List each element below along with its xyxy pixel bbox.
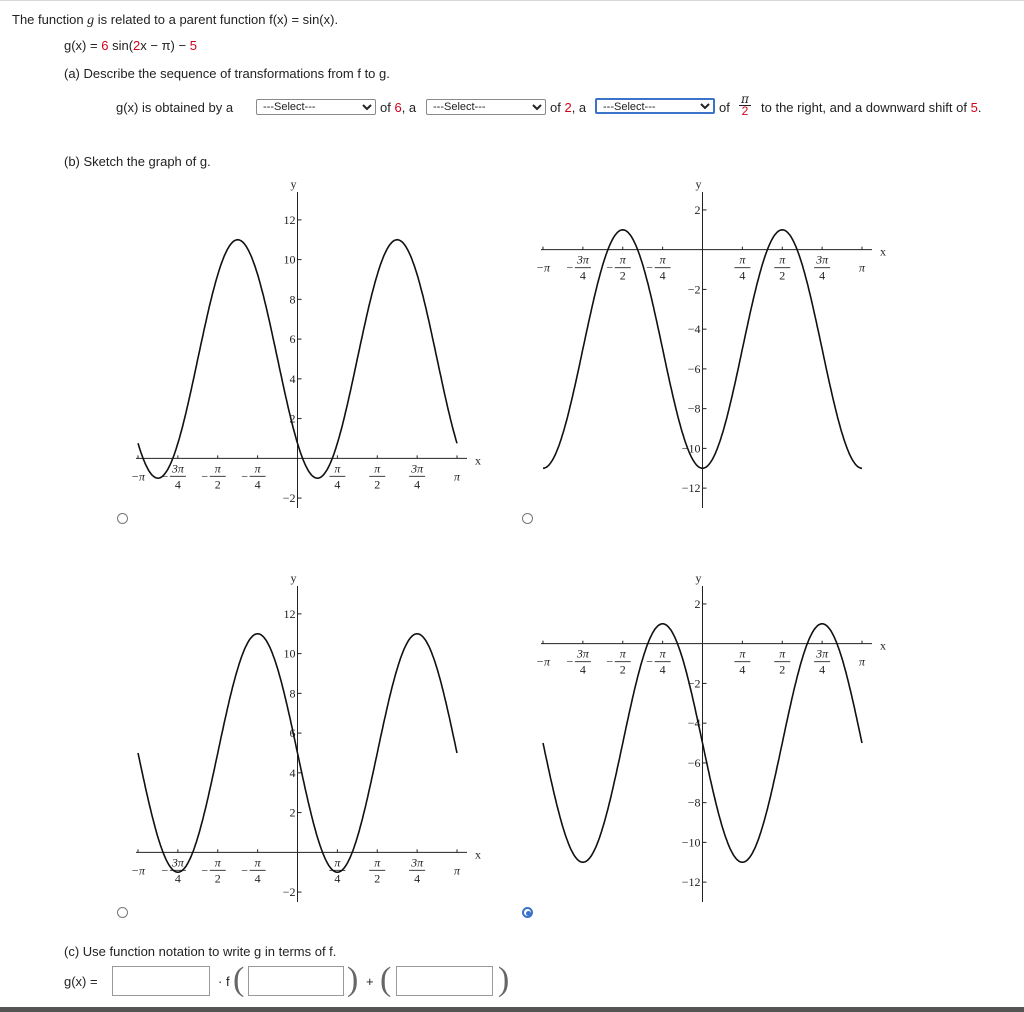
- graph-radio-3[interactable]: [117, 907, 128, 918]
- x-tick-label: π: [858, 654, 866, 669]
- x-tick-sign: −: [566, 654, 574, 669]
- x-tick-label: 3π: [411, 855, 424, 870]
- y-tick-label: 6: [289, 332, 296, 347]
- x-tick-label: 2: [374, 477, 381, 492]
- plus-sign: +: [366, 974, 374, 989]
- y-tick-label: −12: [681, 481, 701, 496]
- x-axis-label: x: [475, 453, 481, 468]
- part-b-prompt: (b) Sketch the graph of g.: [64, 154, 211, 169]
- argument-input[interactable]: [248, 966, 344, 996]
- part-a-prompt: (a) Describe the sequence of transformations from f to g.: [64, 66, 390, 81]
- y-tick-label: 4: [289, 371, 296, 386]
- x-tick-sign: −: [241, 863, 249, 878]
- y-tick-label: 2: [289, 411, 296, 426]
- x-tick-label: 4: [254, 871, 261, 886]
- x-tick-label: π: [214, 461, 221, 476]
- y-tick-label: −8: [687, 795, 701, 810]
- x-tick-sign: −: [161, 863, 169, 878]
- x-tick-label: π: [453, 469, 461, 484]
- x-tick-label: 3π: [576, 252, 589, 267]
- x-tick-label: 4: [579, 268, 586, 283]
- x-tick-label: π: [374, 461, 381, 476]
- x-tick-label: π: [619, 646, 626, 661]
- x-tick-label: 3π: [576, 646, 589, 661]
- x-tick-label: 3π: [171, 461, 184, 476]
- y-tick-label: 4: [289, 765, 296, 780]
- x-tick-label: π: [619, 252, 626, 267]
- graph-option-1[interactable]: [130, 172, 480, 512]
- y-tick-label: 6: [289, 726, 296, 741]
- x-tick-label: π: [779, 252, 786, 267]
- x-tick-label: 2: [619, 268, 626, 283]
- x-tick-label: π: [453, 863, 461, 878]
- x-tick-sign: −: [241, 469, 249, 484]
- transformation-select-2[interactable]: [426, 99, 546, 115]
- y-axis-label: y: [290, 571, 297, 585]
- y-tick-label: −2: [687, 676, 701, 691]
- x-tick-label: 4: [254, 477, 261, 492]
- constant-input[interactable]: [396, 966, 493, 996]
- x-tick-sign: −: [201, 469, 209, 484]
- close-paren-2: ): [498, 961, 510, 998]
- x-tick-label: π: [334, 855, 341, 870]
- close-paren: ): [347, 961, 359, 998]
- y-tick-label: −10: [681, 835, 701, 850]
- y-tick-label: 10: [283, 252, 296, 267]
- y-tick-label: 2: [694, 596, 701, 611]
- x-tick-label: 4: [739, 662, 746, 677]
- y-tick-label: −2: [687, 282, 701, 297]
- y-axis-label: y: [290, 177, 297, 191]
- y-tick-label: −4: [687, 322, 701, 337]
- x-tick-sign: −: [161, 469, 169, 484]
- x-tick-label: −π: [535, 260, 551, 275]
- x-tick-label: −π: [130, 863, 146, 878]
- graph-option-3[interactable]: [130, 566, 480, 906]
- x-tick-sign: −: [606, 654, 614, 669]
- y-tick-label: −10: [681, 441, 701, 456]
- x-tick-label: 3π: [411, 461, 424, 476]
- open-paren-2: (: [380, 961, 392, 998]
- graph-option-4[interactable]: [535, 566, 885, 906]
- open-paren: (: [233, 961, 245, 998]
- x-tick-label: 4: [659, 662, 666, 677]
- part-c-prompt: (c) Use function notation to write g in terms of f.: [64, 944, 337, 959]
- x-tick-label: 4: [739, 268, 746, 283]
- x-tick-label: π: [254, 461, 261, 476]
- x-tick-label: π: [858, 260, 866, 275]
- x-tick-label: 2: [619, 662, 626, 677]
- x-tick-sign: −: [566, 260, 574, 275]
- y-tick-label: −6: [687, 755, 701, 770]
- x-tick-label: 4: [579, 662, 586, 677]
- x-tick-label: 3π: [816, 252, 829, 267]
- y-tick-label: 2: [289, 805, 296, 820]
- x-tick-label: 4: [334, 871, 341, 886]
- part-a-tail: to the right, and a downward shift of 5.: [761, 100, 982, 115]
- x-tick-label: π: [214, 855, 221, 870]
- x-tick-label: 4: [334, 477, 341, 492]
- y-tick-label: −8: [687, 401, 701, 416]
- y-tick-label: 12: [283, 606, 296, 621]
- x-tick-label: 4: [819, 268, 826, 283]
- part-c-lhs: g(x) =: [64, 974, 98, 989]
- x-tick-sign: −: [646, 260, 654, 275]
- dot-f-label: · f: [218, 974, 230, 989]
- x-tick-label: 4: [819, 662, 826, 677]
- x-tick-label: π: [779, 646, 786, 661]
- amplitude-label: of 6, a: [380, 100, 417, 115]
- x-tick-label: π: [659, 252, 666, 267]
- transformation-select-1[interactable]: [256, 99, 376, 115]
- x-tick-label: 4: [659, 268, 666, 283]
- x-tick-label: 2: [214, 477, 221, 492]
- function-equation: g(x) = 6 sin(2x − π) − 5: [64, 38, 197, 53]
- x-tick-label: 2: [779, 662, 786, 677]
- problem-intro: The function g is related to a parent function f(x) = sin(x).: [12, 12, 339, 28]
- y-tick-label: −2: [282, 491, 296, 506]
- graph-option-2[interactable]: [535, 172, 885, 512]
- x-tick-label: 3π: [816, 646, 829, 661]
- x-tick-label: 2: [779, 268, 786, 283]
- x-tick-label: 2: [214, 871, 221, 886]
- y-tick-label: 8: [289, 292, 296, 307]
- x-tick-label: π: [659, 646, 666, 661]
- x-tick-label: π: [374, 855, 381, 870]
- part-a-lead: g(x) is obtained by a: [116, 100, 234, 115]
- x-tick-label: −π: [130, 469, 146, 484]
- y-tick-label: 10: [283, 646, 296, 661]
- y-tick-label: −2: [282, 885, 296, 900]
- y-axis-label: y: [695, 571, 702, 585]
- x-tick-label: π: [254, 855, 261, 870]
- y-tick-label: −4: [687, 716, 701, 731]
- y-tick-label: 8: [289, 686, 296, 701]
- y-tick-label: 12: [283, 212, 296, 227]
- x-axis-label: x: [475, 847, 481, 862]
- x-tick-label: 2: [374, 871, 381, 886]
- x-tick-sign: −: [646, 654, 654, 669]
- x-axis-label: x: [880, 638, 886, 653]
- graph-radio-4[interactable]: [522, 907, 533, 918]
- phase-fraction: $\frac{\pi}{2}$: [739, 94, 751, 117]
- x-tick-label: 4: [414, 871, 421, 886]
- x-tick-label: 4: [174, 477, 181, 492]
- x-tick-sign: −: [201, 863, 209, 878]
- period-label: of 2, a: [550, 100, 587, 115]
- phase-of-label: of: [719, 100, 730, 115]
- x-tick-label: π: [739, 646, 746, 661]
- x-tick-label: 3π: [171, 855, 184, 870]
- x-tick-label: 4: [174, 871, 181, 886]
- x-tick-label: π: [334, 461, 341, 476]
- x-tick-label: −π: [535, 654, 551, 669]
- y-tick-label: −6: [687, 361, 701, 376]
- y-axis-label: y: [695, 177, 702, 191]
- y-tick-label: 2: [694, 202, 701, 217]
- x-tick-label: 4: [414, 477, 421, 492]
- graph-radio-1[interactable]: [117, 513, 128, 524]
- x-tick-label: π: [739, 252, 746, 267]
- transformation-select-3[interactable]: [595, 98, 715, 114]
- x-axis-label: x: [880, 244, 886, 259]
- y-tick-label: −12: [681, 875, 701, 890]
- bottom-bar: [0, 1007, 1024, 1012]
- graph-radio-2[interactable]: [522, 513, 533, 524]
- x-tick-sign: −: [606, 260, 614, 275]
- coefficient-input[interactable]: [112, 966, 210, 996]
